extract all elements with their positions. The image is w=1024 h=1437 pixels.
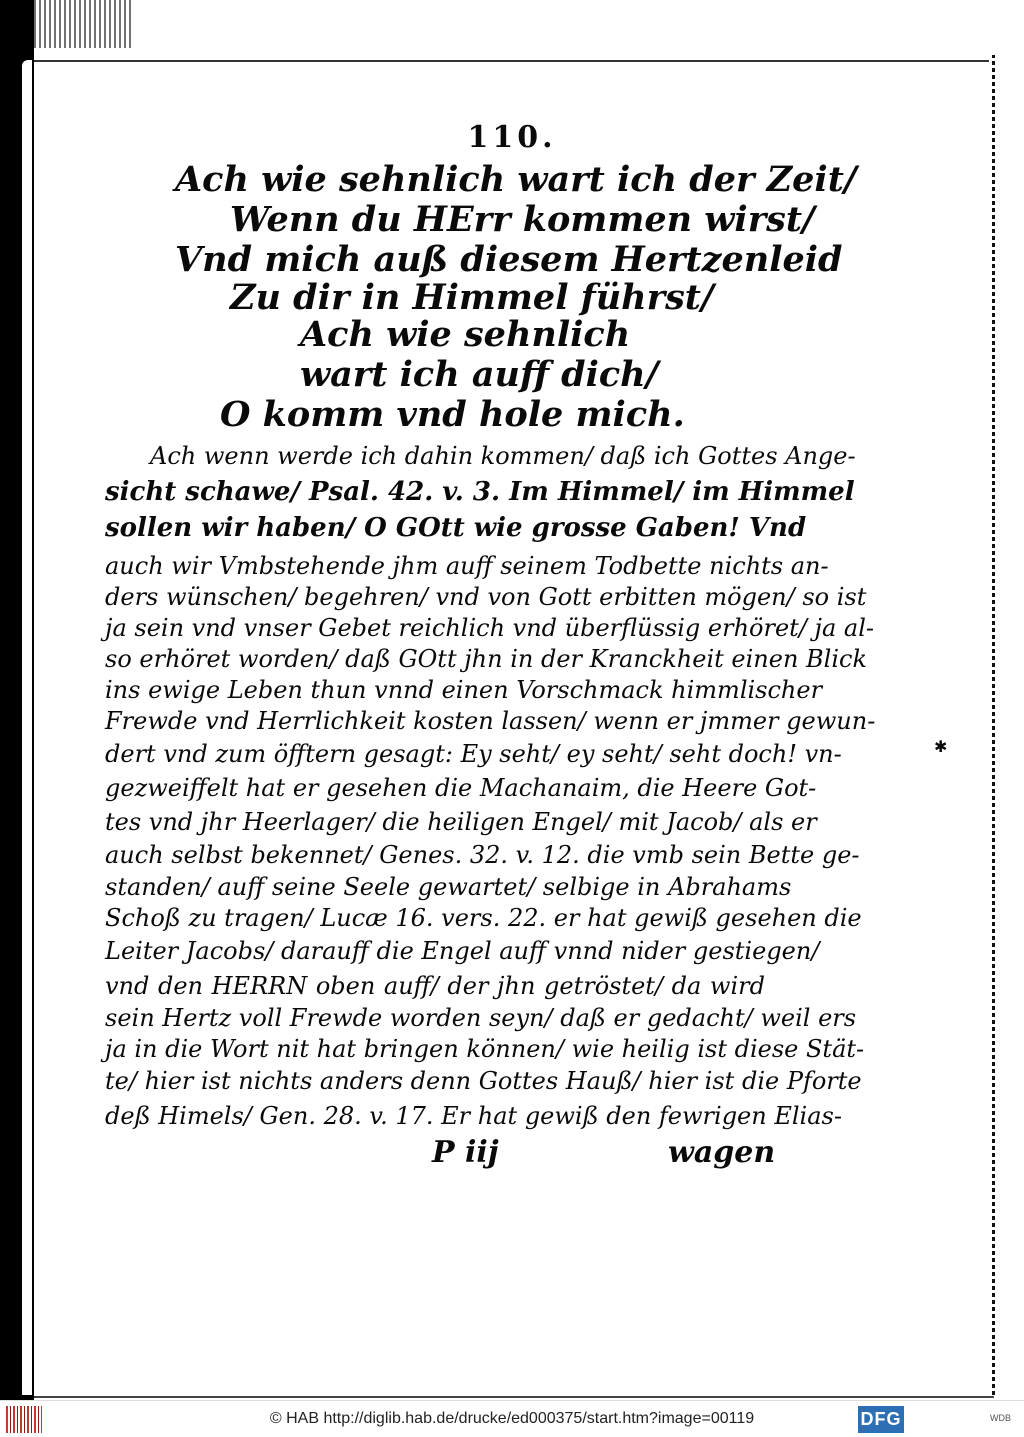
page-left-edge <box>0 0 34 1400</box>
prose-line: ders wünschen/ begehren/ vnd von Gott erbitten mögen/ so ist <box>105 583 867 611</box>
prose-line: ja sein vnd vnser Gebet reichlich vnd überflüssig erhöret/ ja al- <box>105 614 875 642</box>
prose-line: so erhöret worden/ daß GOtt jhn in der Kranckheit einen Blick <box>105 645 867 673</box>
page-top-border <box>34 60 989 62</box>
poem-line: O komm vnd hole mich. <box>220 394 685 435</box>
prose-line: vnd den HERRN oben auff/ der jhn getröstet/ da wird <box>105 972 765 1000</box>
prose-line: auch wir Vmbstehende jhm auff seinem Todbette nichts an- <box>105 552 829 580</box>
prose-line: Leiter Jacobs/ darauff die Engel auff vnnd nider gestiegen/ <box>105 937 820 965</box>
prose-line: sein Hertz voll Frewde worden seyn/ daß er gedacht/ weil ers <box>105 1004 857 1032</box>
prose-line: auch selbst bekennet/ Genes. 32. v. 12. die vmb sein Bette ge- <box>105 841 860 869</box>
page-number: 110. <box>467 120 557 155</box>
page-right-border <box>992 55 995 1395</box>
prose-line: sicht schawe/ Psal. 42. v. 3. Im Himmel/ im Himmel <box>105 477 855 507</box>
wdb-mark: WDB <box>990 1413 1011 1423</box>
prose-line: dert vnd zum öfftern gesagt: Ey seht/ ey seht/ seht doch! vn- <box>105 740 842 768</box>
poem-line: Ach wie sehnlich <box>300 314 631 355</box>
prose-line: Ach wenn werde ich dahin kommen/ daß ich Gottes Ange- <box>150 442 856 470</box>
ink-speck: ✱ <box>934 737 948 756</box>
prose-line: gezweiffelt hat er gesehen die Machanaim, die Heere Got- <box>105 774 817 802</box>
poem-line: Vnd mich auß diesem Hertzenleid <box>175 239 843 280</box>
prose-line: deß Himels/ Gen. 28. v. 17. Er hat gewiß den fewrigen Elias- <box>105 1102 842 1130</box>
prose-line: te/ hier ist nichts anders denn Gottes Hauß/ hier ist die Pforte <box>105 1067 862 1095</box>
poem-line: Ach wie sehnlich wart ich der Zeit/ <box>175 159 857 200</box>
dfg-logo[interactable]: DFG <box>858 1406 904 1433</box>
prose-line: standen/ auff seine Seele gewartet/ selbige in Abrahams <box>105 873 792 901</box>
scan-noise <box>34 0 134 48</box>
poem-line: wart ich auff dich/ <box>300 354 659 395</box>
poem-line: Zu dir in Himmel führst/ <box>230 277 714 318</box>
viewer-footer <box>0 1400 1024 1437</box>
prose-line: ins ewige Leben thun vnnd einen Vorschmack himmlischer <box>105 676 823 704</box>
poem-line: Wenn du HErr kommen wirst/ <box>230 199 815 240</box>
signature-mark: P iij <box>432 1135 499 1170</box>
citation-link[interactable]: © HAB http://diglib.hab.de/drucke/ed000375/start.htm?image=00119 <box>269 1410 755 1427</box>
prose-line: Frewde vnd Herrlichkeit kosten lassen/ wenn er jmmer gewun- <box>105 707 876 735</box>
page-left-edge-inner <box>22 60 32 1395</box>
page-bottom-border <box>34 1396 994 1398</box>
prose-line: ja in die Wort nit hat bringen können/ wie heilig ist diese Stät- <box>105 1035 865 1063</box>
catchword: wagen <box>668 1135 776 1170</box>
prose-line: Schoß zu tragen/ Lucæ 16. vers. 22. er hat gewiß gesehen die <box>105 904 862 932</box>
prose-line: sollen wir haben/ O GOtt wie grosse Gaben! Vnd <box>105 513 807 543</box>
prose-line: tes vnd jhr Heerlager/ die heiligen Engel/ mit Jacob/ als er <box>105 808 817 836</box>
